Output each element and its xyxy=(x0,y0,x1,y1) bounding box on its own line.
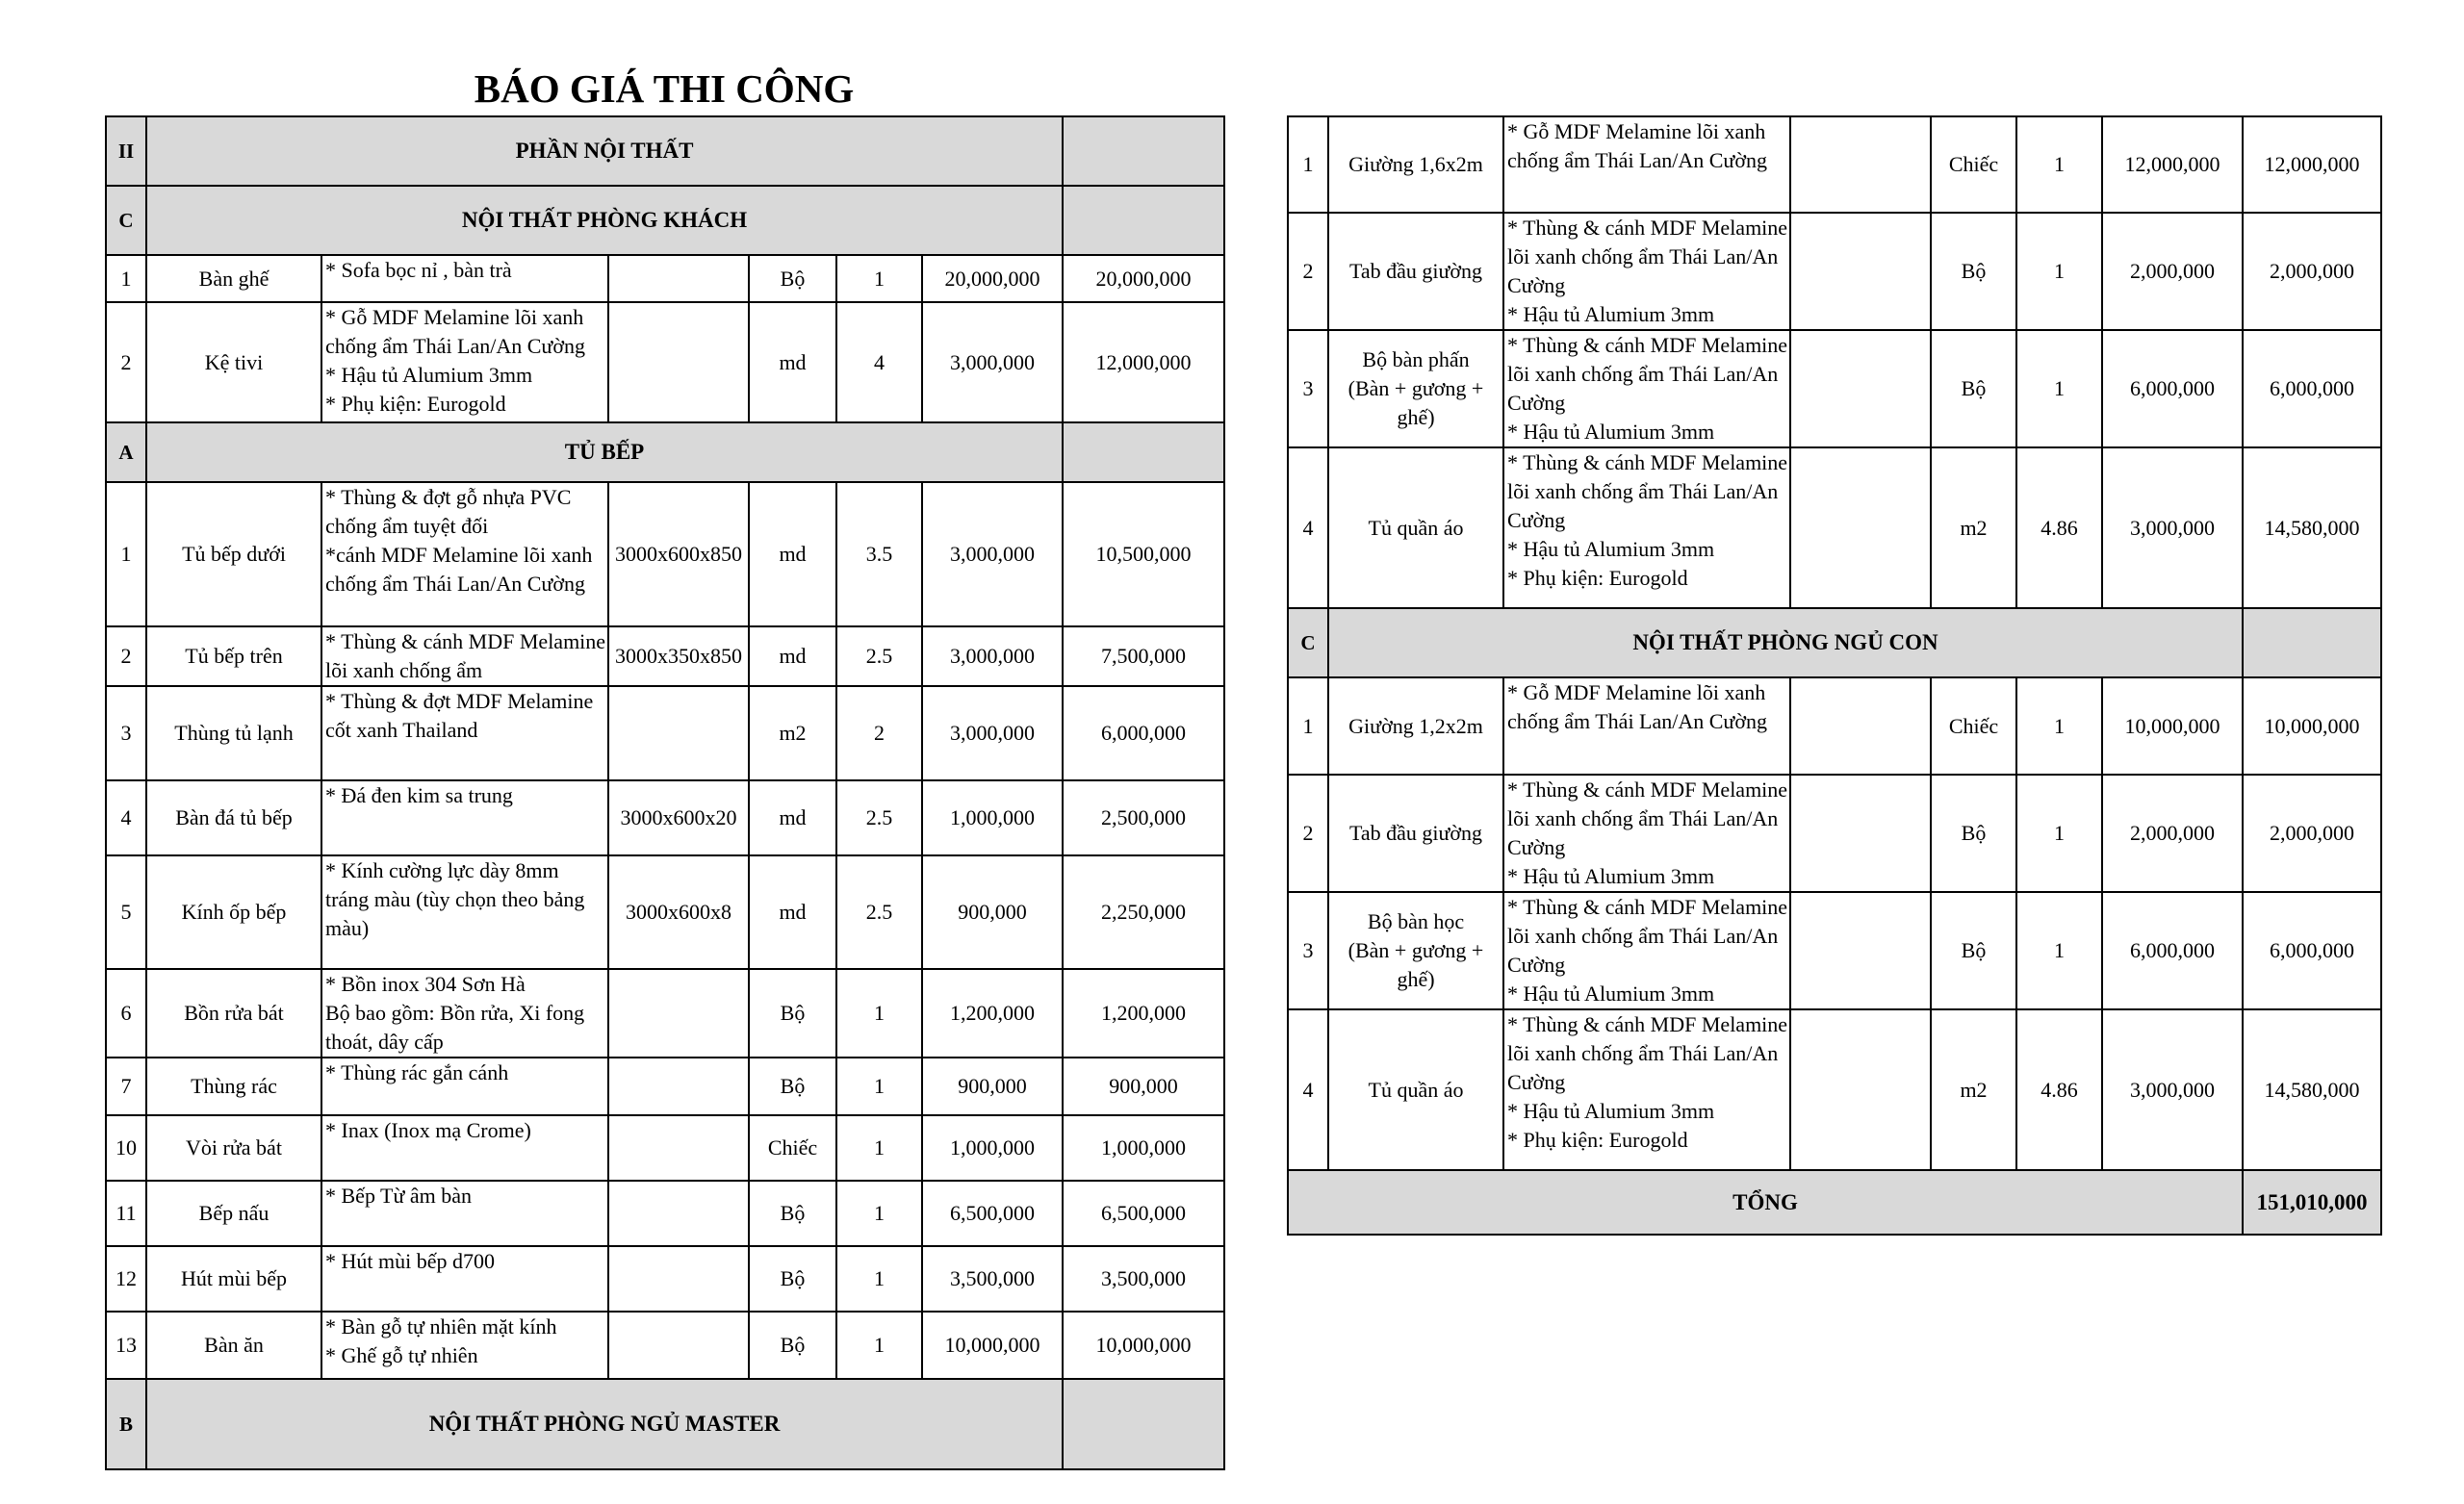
item-total: 12,000,000 xyxy=(1063,302,1224,422)
table-row xyxy=(1288,447,2381,608)
item-number: 7 xyxy=(106,1058,146,1115)
table-row xyxy=(106,855,1224,969)
item-size xyxy=(1790,116,1931,213)
item-quantity: 2 xyxy=(836,686,922,780)
item-description: * Thùng & đợt MDF Melamine cốt xanh Thailand xyxy=(321,686,608,780)
table-row xyxy=(1288,775,2381,892)
item-unit: Bộ xyxy=(1931,892,2016,1009)
item-description: * Thùng & cánh MDF Melamine lõi xanh chống ẩm xyxy=(321,626,608,686)
item-size xyxy=(1790,330,1931,447)
item-size xyxy=(608,686,749,780)
item-unit: md xyxy=(749,302,836,422)
table-row xyxy=(106,1312,1224,1379)
table-row xyxy=(106,302,1224,422)
item-description: * Thùng & đợt gỗ nhựa PVC chống ẩm tuyệt đối *cánh MDF Melamine lõi xanh chống ẩm Thái Lan/An Cường xyxy=(321,482,608,626)
item-size xyxy=(608,969,749,1058)
item-unit: m2 xyxy=(749,686,836,780)
item-total: 12,000,000 xyxy=(2243,116,2381,213)
item-size: 3000x350x850 xyxy=(608,626,749,686)
item-unit-price: 3,000,000 xyxy=(922,302,1063,422)
item-name: Vòi rửa bát xyxy=(146,1115,321,1181)
item-description: * Bồn inox 304 Sơn Hà Bộ bao gồm: Bồn rửa, Xi fong thoát, dây cấp xyxy=(321,969,608,1058)
item-name: Tủ quần áo xyxy=(1328,447,1503,608)
item-quantity: 1 xyxy=(836,1246,922,1312)
item-unit: md xyxy=(749,482,836,626)
item-quantity: 1 xyxy=(2016,330,2102,447)
item-unit-price: 12,000,000 xyxy=(2102,116,2243,213)
item-unit-price: 3,000,000 xyxy=(922,482,1063,626)
item-unit: Bộ xyxy=(749,255,836,302)
item-quantity: 1 xyxy=(836,255,922,302)
table-row xyxy=(1288,892,2381,1009)
item-total: 2,000,000 xyxy=(2243,775,2381,892)
item-description: * Gỗ MDF Melamine lõi xanh chống ẩm Thái Lan/An Cường * Hậu tủ Alumium 3mm * Phụ kiện: Eurogold xyxy=(321,302,608,422)
item-unit: Bộ xyxy=(1931,213,2016,330)
section-row-living xyxy=(106,186,1224,255)
item-number: 2 xyxy=(106,626,146,686)
item-total: 2,500,000 xyxy=(1063,780,1224,855)
item-size xyxy=(1790,1009,1931,1170)
item-number: 13 xyxy=(106,1312,146,1379)
section-blank xyxy=(2243,608,2381,677)
item-unit-price: 3,000,000 xyxy=(2102,447,2243,608)
item-unit: Bộ xyxy=(1931,775,2016,892)
item-unit-price: 3,000,000 xyxy=(922,626,1063,686)
item-unit: Bộ xyxy=(749,1181,836,1246)
item-unit-price: 6,000,000 xyxy=(2102,330,2243,447)
item-description: * Sofa bọc nỉ , bàn trà xyxy=(321,255,608,302)
item-quantity: 1 xyxy=(2016,116,2102,213)
item-size xyxy=(608,255,749,302)
section-code: A xyxy=(106,422,146,482)
item-number: 3 xyxy=(106,686,146,780)
item-name: Thùng tủ lạnh xyxy=(146,686,321,780)
item-unit: md xyxy=(749,855,836,969)
section-code: C xyxy=(1288,608,1328,677)
item-name: Bếp nấu xyxy=(146,1181,321,1246)
item-number: 5 xyxy=(106,855,146,969)
item-total: 1,200,000 xyxy=(1063,969,1224,1058)
item-number: 4 xyxy=(1288,1009,1328,1170)
item-unit-price: 3,000,000 xyxy=(2102,1009,2243,1170)
item-name: Bộ bàn phấn (Bàn + gương + ghế) xyxy=(1328,330,1503,447)
section-blank xyxy=(1063,186,1224,255)
item-unit-price: 3,000,000 xyxy=(922,686,1063,780)
section-blank xyxy=(1063,422,1224,482)
item-size xyxy=(608,1058,749,1115)
item-size xyxy=(608,302,749,422)
total-row xyxy=(1288,1170,2381,1235)
item-description: * Bàn gỗ tự nhiên mặt kính * Ghế gỗ tự nhiên xyxy=(321,1312,608,1379)
section-title: TỦ BẾP xyxy=(146,422,1063,482)
item-description: * Thùng rác gắn cánh xyxy=(321,1058,608,1115)
item-number: 1 xyxy=(106,482,146,626)
item-total: 6,000,000 xyxy=(2243,330,2381,447)
item-name: Hút mùi bếp xyxy=(146,1246,321,1312)
table-row xyxy=(106,969,1224,1058)
item-total: 20,000,000 xyxy=(1063,255,1224,302)
item-name: Tab đầu giường xyxy=(1328,213,1503,330)
item-unit-price: 1,000,000 xyxy=(922,1115,1063,1181)
item-unit-price: 2,000,000 xyxy=(2102,775,2243,892)
item-quantity: 2.5 xyxy=(836,780,922,855)
item-quantity: 1 xyxy=(836,1058,922,1115)
item-size xyxy=(608,1246,749,1312)
item-total: 2,250,000 xyxy=(1063,855,1224,969)
item-unit: m2 xyxy=(1931,447,2016,608)
item-quantity: 4 xyxy=(836,302,922,422)
item-total: 7,500,000 xyxy=(1063,626,1224,686)
item-total: 3,500,000 xyxy=(1063,1246,1224,1312)
item-name: Thùng rác xyxy=(146,1058,321,1115)
page-title: BÁO GIÁ THI CÔNG xyxy=(474,66,855,111)
item-description: * Thùng & cánh MDF Melamine lõi xanh chống ẩm Thái Lan/An Cường * Hậu tủ Alumium 3mm xyxy=(1503,213,1790,330)
item-number: 6 xyxy=(106,969,146,1058)
section-title: NỘI THẤT PHÒNG NGỦ CON xyxy=(1328,608,2243,677)
item-size xyxy=(1790,892,1931,1009)
item-description: * Thùng & cánh MDF Melamine lõi xanh chống ẩm Thái Lan/An Cường * Hậu tủ Alumium 3mm xyxy=(1503,330,1790,447)
item-total: 6,500,000 xyxy=(1063,1181,1224,1246)
item-number: 11 xyxy=(106,1181,146,1246)
item-name: Kính ốp bếp xyxy=(146,855,321,969)
item-number: 12 xyxy=(106,1246,146,1312)
item-total: 6,000,000 xyxy=(2243,892,2381,1009)
item-name: Tủ quần áo xyxy=(1328,1009,1503,1170)
section-title: NỘI THẤT PHÒNG KHÁCH xyxy=(146,186,1063,255)
item-quantity: 4.86 xyxy=(2016,447,2102,608)
table-row xyxy=(106,1246,1224,1312)
item-name: Bàn ăn xyxy=(146,1312,321,1379)
item-total: 14,580,000 xyxy=(2243,1009,2381,1170)
item-unit: Bộ xyxy=(749,969,836,1058)
item-description: * Inax (Inox mạ Crome) xyxy=(321,1115,608,1181)
item-quantity: 4.86 xyxy=(2016,1009,2102,1170)
item-unit-price: 20,000,000 xyxy=(922,255,1063,302)
total-value: 151,010,000 xyxy=(2243,1170,2381,1235)
item-size xyxy=(1790,213,1931,330)
item-description: * Gỗ MDF Melamine lõi xanh chống ẩm Thái Lan/An Cường xyxy=(1503,116,1790,213)
item-unit-price: 900,000 xyxy=(922,1058,1063,1115)
item-description: * Thùng & cánh MDF Melamine lõi xanh chống ẩm Thái Lan/An Cường * Hậu tủ Alumium 3mm xyxy=(1503,892,1790,1009)
item-name: Kệ tivi xyxy=(146,302,321,422)
item-number: 3 xyxy=(1288,330,1328,447)
table-row xyxy=(1288,116,2381,213)
section-blank xyxy=(1063,116,1224,186)
table-row xyxy=(1288,213,2381,330)
item-quantity: 1 xyxy=(836,1312,922,1379)
item-unit-price: 2,000,000 xyxy=(2102,213,2243,330)
table-row xyxy=(106,482,1224,626)
section-row-master xyxy=(106,1379,1224,1469)
table-row xyxy=(106,1115,1224,1181)
item-quantity: 1 xyxy=(2016,677,2102,775)
item-size xyxy=(608,1115,749,1181)
quote-table-left xyxy=(105,115,1225,1470)
item-unit: Chiếc xyxy=(1931,677,2016,775)
table-row xyxy=(106,780,1224,855)
item-total: 1,000,000 xyxy=(1063,1115,1224,1181)
item-total: 14,580,000 xyxy=(2243,447,2381,608)
item-number: 1 xyxy=(1288,677,1328,775)
item-quantity: 2.5 xyxy=(836,855,922,969)
item-description: * Gỗ MDF Melamine lõi xanh chống ẩm Thái Lan/An Cường xyxy=(1503,677,1790,775)
item-size xyxy=(608,1181,749,1246)
item-size xyxy=(1790,775,1931,892)
item-unit-price: 1,200,000 xyxy=(922,969,1063,1058)
item-quantity: 2.5 xyxy=(836,626,922,686)
table-row xyxy=(106,255,1224,302)
item-description: * Đá đen kim sa trung xyxy=(321,780,608,855)
total-label: TỔNG xyxy=(1288,1170,2243,1235)
item-unit: Chiếc xyxy=(749,1115,836,1181)
item-description: * Thùng & cánh MDF Melamine lõi xanh chống ẩm Thái Lan/An Cường * Hậu tủ Alumium 3mm xyxy=(1503,775,1790,892)
item-name: Giường 1,2x2m xyxy=(1328,677,1503,775)
item-unit: Bộ xyxy=(749,1058,836,1115)
item-number: 2 xyxy=(1288,775,1328,892)
item-description: * Kính cường lực dày 8mm tráng màu (tùy chọn theo bảng màu) xyxy=(321,855,608,969)
item-description: * Thùng & cánh MDF Melamine lõi xanh chống ẩm Thái Lan/An Cường * Hậu tủ Alumium 3mm * Phụ kiện: Eurogold xyxy=(1503,447,1790,608)
table-row xyxy=(106,686,1224,780)
item-unit-price: 900,000 xyxy=(922,855,1063,969)
item-unit: md xyxy=(749,780,836,855)
table-row xyxy=(106,626,1224,686)
item-unit-price: 6,500,000 xyxy=(922,1181,1063,1246)
item-quantity: 3.5 xyxy=(836,482,922,626)
item-quantity: 1 xyxy=(836,969,922,1058)
item-name: Bộ bàn học (Bàn + gương + ghế) xyxy=(1328,892,1503,1009)
section-code: C xyxy=(106,186,146,255)
item-quantity: 1 xyxy=(2016,892,2102,1009)
item-unit: Chiếc xyxy=(1931,116,2016,213)
item-unit-price: 3,500,000 xyxy=(922,1246,1063,1312)
item-quantity: 1 xyxy=(2016,775,2102,892)
item-size: 3000x600x850 xyxy=(608,482,749,626)
item-size xyxy=(1790,447,1931,608)
section-code: B xyxy=(106,1379,146,1469)
item-name: Tab đầu giường xyxy=(1328,775,1503,892)
item-description: * Bếp Từ âm bàn xyxy=(321,1181,608,1246)
item-description: * Thùng & cánh MDF Melamine lõi xanh chống ẩm Thái Lan/An Cường * Hậu tủ Alumium 3mm * Phụ kiện: Eurogold xyxy=(1503,1009,1790,1170)
table-row xyxy=(106,1181,1224,1246)
item-unit: Bộ xyxy=(1931,330,2016,447)
item-name: Bàn ghế xyxy=(146,255,321,302)
item-unit: m2 xyxy=(1931,1009,2016,1170)
item-quantity: 1 xyxy=(836,1181,922,1246)
item-total: 10,000,000 xyxy=(2243,677,2381,775)
item-unit-price: 6,000,000 xyxy=(2102,892,2243,1009)
item-number: 4 xyxy=(106,780,146,855)
item-size xyxy=(1790,677,1931,775)
item-name: Tủ bếp dưới xyxy=(146,482,321,626)
item-size: 3000x600x20 xyxy=(608,780,749,855)
item-number: 1 xyxy=(106,255,146,302)
item-total: 2,000,000 xyxy=(2243,213,2381,330)
item-size: 3000x600x8 xyxy=(608,855,749,969)
table-row xyxy=(1288,1009,2381,1170)
quote-table-right xyxy=(1287,115,2382,1236)
section-row-kitchen xyxy=(106,422,1224,482)
section-title: NỘI THẤT PHÒNG NGỦ MASTER xyxy=(146,1379,1063,1469)
item-number: 2 xyxy=(106,302,146,422)
item-total: 900,000 xyxy=(1063,1058,1224,1115)
item-name: Tủ bếp trên xyxy=(146,626,321,686)
item-unit: Bộ xyxy=(749,1246,836,1312)
item-unit-price: 10,000,000 xyxy=(922,1312,1063,1379)
item-number: 4 xyxy=(1288,447,1328,608)
item-number: 1 xyxy=(1288,116,1328,213)
item-unit-price: 10,000,000 xyxy=(2102,677,2243,775)
section-row-ii xyxy=(106,116,1224,186)
item-name: Bồn rửa bát xyxy=(146,969,321,1058)
table-row xyxy=(106,1058,1224,1115)
section-row-kids xyxy=(1288,608,2381,677)
section-title: PHẦN NỘI THẤT xyxy=(146,116,1063,186)
item-total: 6,000,000 xyxy=(1063,686,1224,780)
item-unit: md xyxy=(749,626,836,686)
item-number: 10 xyxy=(106,1115,146,1181)
item-total: 10,000,000 xyxy=(1063,1312,1224,1379)
table-row xyxy=(1288,330,2381,447)
item-unit: Bộ xyxy=(749,1312,836,1379)
item-name: Bàn đá tủ bếp xyxy=(146,780,321,855)
section-blank xyxy=(1063,1379,1224,1469)
item-description: * Hút mùi bếp d700 xyxy=(321,1246,608,1312)
table-row xyxy=(1288,677,2381,775)
item-quantity: 1 xyxy=(2016,213,2102,330)
item-total: 10,500,000 xyxy=(1063,482,1224,626)
item-quantity: 1 xyxy=(836,1115,922,1181)
item-unit-price: 1,000,000 xyxy=(922,780,1063,855)
item-size xyxy=(608,1312,749,1379)
item-name: Giường 1,6x2m xyxy=(1328,116,1503,213)
section-code: II xyxy=(106,116,146,186)
item-number: 3 xyxy=(1288,892,1328,1009)
item-number: 2 xyxy=(1288,213,1328,330)
